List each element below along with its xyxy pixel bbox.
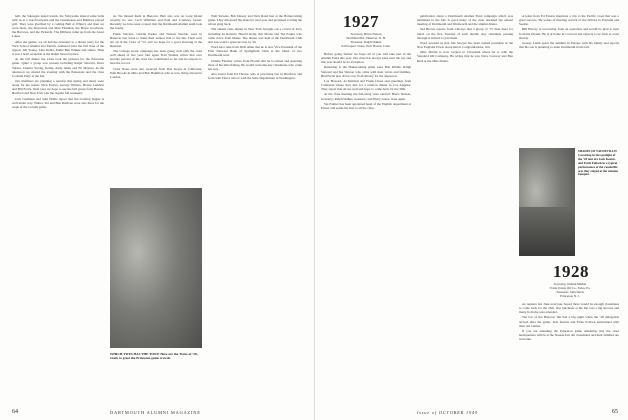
class-year-heading: 1927: [343, 12, 379, 31]
paragraph: Also heard from Ed Thorne, who is practicing law in Hartford, and from Sam Pierce who is with the State Department in Washington.: [208, 71, 302, 81]
left-column-2: [110, 14, 202, 184]
paragraph: Stu Palmer has been appointed head of the English department at Exeter and sends his best to all the class.: [321, 101, 411, 110]
paragraph: The bar of the Hanover Inn had a big night when the ’28 delegation arrived after the game. Jack Kearns and Ernie Pollock entertained with their old routine.: [519, 315, 619, 328]
photo-background: [110, 188, 202, 348]
right-column-2: [417, 14, 513, 398]
officer-line: Secretary, Bruce Nelson: [350, 32, 382, 36]
twins-photo-caption: WHICH TWIN HAS THE TONI? Here are the Twins of ’28, ready to greet the Princeton game crowds.: [110, 352, 198, 361]
paragraph: The College Grant campaign has been going well with the class well ahead of last year. Our agent Fred Walden writes that over seventy percent of the class has contributed so far and he expects to beat the record.: [110, 49, 202, 66]
officer-line: Princeton, N. J.: [560, 294, 580, 298]
paragraph: Frank Stevens, Charlie Parker and Warren Sinclair were in Hanover last week to make their annual visit to the Inn. Their sons are all in the Class of ’53, and we hope for a good showing at the Reunion.: [110, 31, 202, 48]
page-number-left: 64: [12, 409, 18, 415]
officer-line: Northfield Rd., Hanover, N. H.: [346, 36, 386, 40]
officer-line: Secretary, Osmun Mather: [553, 282, 587, 286]
right-column-1: [321, 52, 411, 398]
paragraph: A letter from Ed Fenton mentions a trip to the Pacific coast that was a great success. He writes of meeting several of the fellows in Portland and Seattle.: [519, 14, 619, 27]
paragraph: After the games, we all had the Greeners to a dinner party for the Tuck School Alumni and friends. Gathered were the full class of the region: Jim Young, Linn Keller, Eddie Ben Winkle and others. Then it was a brief reception at the Ralph Steward place.: [12, 39, 104, 57]
paragraph: Jack Cushman and Sam Hollis report that the bowling league is well under way. Walter, Stu and Ben Ruthven were also there for the week of the Cornell game.: [12, 96, 104, 109]
vaudeville-photo: [519, 148, 575, 256]
paragraph: Bill Harvey is recovering from an operation and would be glad to hear from his friends. He is at home in Concord and expects to be back at work shortly.: [519, 27, 619, 40]
paragraph: Word reached us that Jim Sawyer has been named president of the New England Power Association. Congratulations, Jim.: [417, 40, 513, 50]
paragraph: Before going further we hope all of you will take part in the Alumni Fund this year. Our class has always been near the top and this year should be no exception.: [321, 52, 411, 65]
paragraph: Walt Stevens, Bob Dewey and Vern Rand met at the Homecoming game. They discussed the plans for next year and promised to bring the whole gang back.: [208, 14, 302, 27]
left-column-3: [208, 14, 302, 398]
paragraph: Ted Brown reports from Chicago that a group of ’27 men meet for lunch on the first Tuesday of each month. Any classmate passing through is invited to join them.: [417, 27, 513, 40]
left-column-1: [12, 14, 104, 398]
vaudeville-photo-caption: SHADES OF VAUDEVILLE! Cavorting in the spotlight of the ’28 tent are Jack Kearns and Ernie Pollock in a typical performance of the vaudeville acts they staged at the reunion banquet.: [578, 149, 619, 177]
issue-footer: Issue of OCTOBER 1949: [417, 410, 478, 415]
paragraph: Class Notes were also received from Don Keyes in California, Walt Brooks in Ohio and Bob Hamilton who is now living abroad in London.: [110, 66, 202, 79]
paragraph: hall, the Salesgate tested trends, the Sixtysome shared some balls with us at a watch between and the Greenhouse and Bulmore played golf. They were glorified by a coming Ball at Whiss’s and then we were there, the Stevenson and Max Fitzallen, the Bruce Goodsons, the Barrows, and the Pickards. The Dibbens came up from the Great Lakes.: [12, 14, 104, 39]
paragraph: At the class meeting the following were elected: Bruce Nelson, secretary; Ralph Walker, treasurer; and Harry Gates, class agent.: [321, 92, 411, 101]
photo-foreground: [519, 207, 575, 256]
paragraph: The annual class dinner in New York brought out a crowd of forty including Al Roberts, Harold Kelly, Jim Moran and Ted Parker who came down from Maine. The dinner was held at the Dartmouth Club and was voted a great success by all.: [208, 27, 302, 44]
paragraph: Our members are planning a reunion this spring and many were along for the return: Nick Forbes, George Walters, Howie Lambert and Bill Ferris. Next year we hope to see the full group from Boston, Hartford and New York join the regular fall weekend.: [12, 78, 104, 96]
paragraph: Ollie Martin is now located in Cleveland where he is with the Standard Oil Company. He writes that he saw Dave Conway and Ben Rich at the Ohio dinner.: [417, 50, 513, 63]
officer-line: Treasurer, Ralph Walker: [350, 40, 382, 44]
paragraph: publication about a Dartmouth Alumni Fund campaign which was published in the fall. A good many of the class attended the annual meeting of Dartmouth and Wentworth and the alumni dinner.: [417, 14, 513, 27]
paragraph: Returning to the Homecoming game were Bob Dibble, Ralph Steward and Ike Weston who came with their wives and families. Bud Ferris also drove over from Albany for the afternoon.: [321, 65, 411, 78]
right-page: [315, 0, 628, 420]
officer-line: Trade Union Oil Co., Tulsa, Pa.: [549, 286, 591, 290]
paragraph: George Lamb spent the summer in Europe with his family and reports that his son is planning to enter Dartmouth in the fall.: [519, 40, 619, 50]
class-officers: [321, 32, 411, 48]
page-number-right: 65: [612, 409, 618, 415]
officer-line: 64 Prospect Street, New Haven, Conn.: [341, 44, 391, 48]
class-year-heading-2: 1928: [553, 262, 589, 281]
paragraph: If you are attending the Princeton game remember that the class headquarters will be at the Nassau Inn. All classmates and their families are welcome.: [519, 328, 619, 342]
paragraph: Lou Howard, Al Kimball and Frank Chase sent greetings from California where they met for a reunion dinner in Los Angeles. They report that all are well and hope to come back for the 30th.: [321, 78, 411, 92]
right-column-3: [519, 14, 619, 144]
twins-photo: [110, 188, 202, 348]
paragraph: Charlie Fletcher writes from Florida that he is retired and spending most of his time fishing. He would welcome any classmates who come his way.: [208, 58, 302, 71]
paragraph: us. We missed them in Hanover. Hub also was on Long Island recently he saw Cecil Whitman and Paul and Courtney Green. Recently we have seen a report that the Dartmouth Alumni team took the trophy.: [110, 14, 202, 31]
paragraph: As reunion last June everyone hoped there would be enough classmates to come back for the 25th. Our luncheon at the Inn was a big success and many from the area attended.: [519, 302, 619, 315]
magazine-footer: DARTMOUTH ALUMNI MAGAZINE: [110, 410, 201, 415]
paragraph: At the fall dinner the Class took the pictures for the Princeton game. Quite a group was present including Ralph Steward, Dave Turner, Charles Strong, Kemp, Andy Allen and Pit Maynes. In the afternoon we shared the evening with the Pensatons and the class Cocktail Party at the Inn.: [12, 57, 104, 78]
paragraph: Word has come from Dick Allen that he is now Vice President of the First National Bank of Springfield. Dick is the father of two Dartmouth sons.: [208, 45, 302, 58]
right-column-4: [519, 302, 619, 398]
class-officers-2: [521, 282, 619, 298]
officer-line: Treasurer, John Davis: [556, 290, 584, 294]
